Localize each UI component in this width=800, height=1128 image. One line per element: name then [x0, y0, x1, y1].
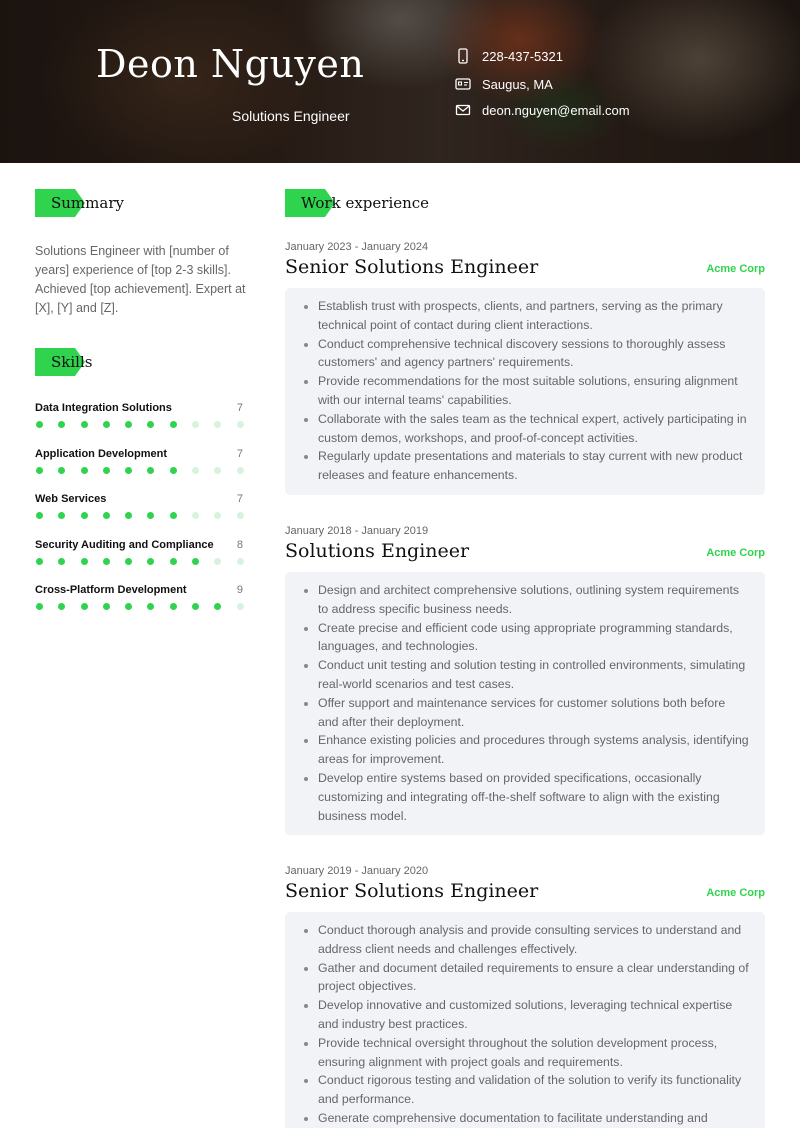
job-bullet: Provide recommendations for the most suitable solutions, ensuring alignment with our internal teams' capabilities. — [299, 372, 749, 410]
skill-item — [35, 539, 245, 585]
skills-heading-label: Skills — [51, 353, 93, 371]
rating-dot-filled — [192, 603, 199, 610]
rating-dot-empty — [214, 421, 221, 428]
rating-dot-empty — [214, 512, 221, 519]
rating-dot-filled — [103, 421, 110, 428]
rating-dot-empty — [192, 421, 199, 428]
job-bullet: Regularly update presentations and materials to stay current with new product releases and feature enhancements. — [299, 447, 749, 485]
skill-level: 8 — [236, 538, 243, 551]
rating-dot-filled — [36, 467, 43, 474]
skill-rating — [36, 512, 259, 519]
job-bullet: Enhance existing policies and procedures through systems analysis, identifying areas for improvement. — [299, 731, 749, 769]
rating-dot-filled — [147, 603, 154, 610]
job-company: Acme Corp — [706, 263, 765, 275]
rating-dot-filled — [170, 603, 177, 610]
rating-dot-filled — [103, 603, 110, 610]
job-bullet: Provide technical oversight throughout the solution development process, ensuring alignment with project goals and requirements. — [299, 1034, 749, 1072]
rating-dot-filled — [58, 421, 65, 428]
rating-dot-filled — [58, 558, 65, 565]
rating-dot-filled — [170, 421, 177, 428]
skill-rating — [36, 421, 259, 428]
rating-dot-filled — [147, 421, 154, 428]
rating-dot-filled — [81, 512, 88, 519]
rating-dot-filled — [170, 467, 177, 474]
contact-phone — [455, 48, 563, 64]
work-heading-label: Work experience — [301, 194, 430, 212]
job-bullet: Offer support and maintenance services for customer solutions both before and after their deployment. — [299, 694, 749, 732]
rating-dot-filled — [58, 512, 65, 519]
job-bullet: Design and architect comprehensive solutions, outlining system requirements to address specific business needs. — [299, 581, 749, 619]
rating-dot-empty — [237, 603, 244, 610]
skill-rating — [36, 467, 259, 474]
skill-name: Web Services — [35, 493, 107, 505]
rating-dot-filled — [125, 421, 132, 428]
skill-rating — [36, 603, 259, 610]
job-entry — [285, 525, 765, 835]
rating-dot-filled — [81, 421, 88, 428]
skills-list — [35, 402, 245, 630]
rating-dot-empty — [237, 558, 244, 565]
rating-dot-filled — [36, 558, 43, 565]
rating-dot-empty — [237, 512, 244, 519]
rating-dot-filled — [192, 558, 199, 565]
rating-dot-filled — [214, 603, 221, 610]
skill-level: 9 — [236, 584, 243, 596]
rating-dot-filled — [58, 467, 65, 474]
rating-dot-empty — [192, 467, 199, 474]
rating-dot-filled — [125, 467, 132, 474]
job-bullet: Gather and document detailed requirements to ensure a clear understanding of project objectives. — [299, 959, 749, 997]
skill-level: 7 — [236, 402, 243, 414]
job-bullet: Conduct thorough analysis and provide consulting services to understand and address client needs and challenges effectively. — [299, 921, 749, 959]
skill-item — [35, 402, 245, 448]
rating-dot-filled — [36, 421, 43, 428]
rating-dot-filled — [81, 603, 88, 610]
skill-item — [35, 584, 245, 630]
job-role: Solutions Engineer — [285, 540, 470, 562]
job-dates: January 2023 - January 2024 — [285, 241, 429, 253]
job-entry — [285, 865, 765, 1128]
candidate-name: Deon Nguyen — [96, 42, 365, 86]
job-bullet: Conduct comprehensive technical discovery sessions to thoroughly assess customers' and agency partners' requirements. — [299, 335, 749, 373]
skill-level: 7 — [236, 447, 243, 460]
job-bullets — [299, 297, 749, 485]
rating-dot-filled — [125, 558, 132, 565]
rating-dot-empty — [237, 421, 244, 428]
rating-dot-filled — [170, 512, 177, 519]
job-bullet: Create precise and efficient code using appropriate programming standards, languages, and technologies. — [299, 619, 749, 657]
rating-dot-empty — [214, 558, 221, 565]
summary-heading-label: Summary — [51, 194, 124, 212]
rating-dot-filled — [103, 467, 110, 474]
rating-dot-filled — [81, 558, 88, 565]
skill-name: Data Integration Solutions — [35, 402, 172, 414]
phone-text: 228-437-5321 — [482, 48, 563, 64]
candidate-title: Solutions Engineer — [232, 108, 350, 124]
skill-item — [35, 448, 245, 494]
rating-dot-filled — [36, 603, 43, 610]
skill-item — [35, 493, 245, 539]
job-dates: January 2019 - January 2020 — [285, 865, 429, 877]
job-details — [285, 288, 765, 495]
job-bullet: Conduct rigorous testing and validation of the solution to verify its functionality and performance. — [299, 1071, 749, 1109]
rating-dot-filled — [58, 603, 65, 610]
job-bullet: Conduct unit testing and solution testing in controlled environments, simulating real-world scenarios and test cases. — [299, 656, 749, 694]
job-bullet: Develop innovative and customized solutions, leveraging technical expertise and industry best practices. — [299, 996, 749, 1034]
rating-dot-filled — [147, 512, 154, 519]
id-card-icon — [455, 76, 471, 92]
location-text: Saugus, MA — [482, 76, 553, 92]
rating-dot-filled — [147, 558, 154, 565]
rating-dot-filled — [103, 512, 110, 519]
rating-dot-filled — [125, 603, 132, 610]
job-bullet: Generate comprehensive documentation to facilitate understanding and — [299, 1109, 749, 1128]
rating-dot-filled — [81, 467, 88, 474]
rating-dot-filled — [36, 512, 43, 519]
rating-dot-filled — [125, 512, 132, 519]
job-role: Senior Solutions Engineer — [285, 880, 539, 902]
job-entry — [285, 241, 765, 495]
rating-dot-empty — [192, 512, 199, 519]
header-banner — [0, 0, 800, 163]
job-bullet: Collaborate with the sales team as the technical expert, actively participating in custom demos, workshops, and proof-of-concept activities. — [299, 410, 749, 448]
rating-dot-empty — [237, 467, 244, 474]
job-bullets — [299, 921, 749, 1128]
job-dates: January 2018 - January 2019 — [285, 525, 429, 537]
job-details — [285, 572, 765, 835]
rating-dot-empty — [214, 467, 221, 474]
job-details — [285, 912, 765, 1128]
job-bullets — [299, 581, 749, 825]
skill-rating — [36, 558, 259, 565]
rating-dot-filled — [170, 558, 177, 565]
job-company: Acme Corp — [706, 547, 765, 559]
job-bullet: Develop entire systems based on provided specifications, occasionally customizing and integrating off-the-shelf software to align with the existing business model. — [299, 769, 749, 825]
skill-name: Security Auditing and Compliance — [35, 538, 214, 551]
summary-text: Solutions Engineer with [number of years] experience of [top 2-3 skills]. Achieved [top achievement]. Expert at [X], [Y] and [Z]. — [35, 244, 246, 315]
contact-email — [455, 102, 630, 118]
job-bullet: Establish trust with prospects, clients, and partners, serving as the primary technical point of contact during client interactions. — [299, 297, 749, 335]
skill-level: 7 — [236, 493, 243, 505]
job-role: Senior Solutions Engineer — [285, 256, 539, 278]
rating-dot-filled — [103, 558, 110, 565]
phone-icon — [455, 48, 471, 64]
rating-dot-filled — [147, 467, 154, 474]
contact-location — [455, 76, 553, 92]
email-text: deon.nguyen@email.com — [482, 102, 630, 118]
skill-name: Application Development — [35, 447, 168, 460]
job-company: Acme Corp — [706, 887, 765, 899]
mail-icon — [455, 102, 471, 118]
skill-name: Cross-Platform Development — [35, 584, 187, 596]
